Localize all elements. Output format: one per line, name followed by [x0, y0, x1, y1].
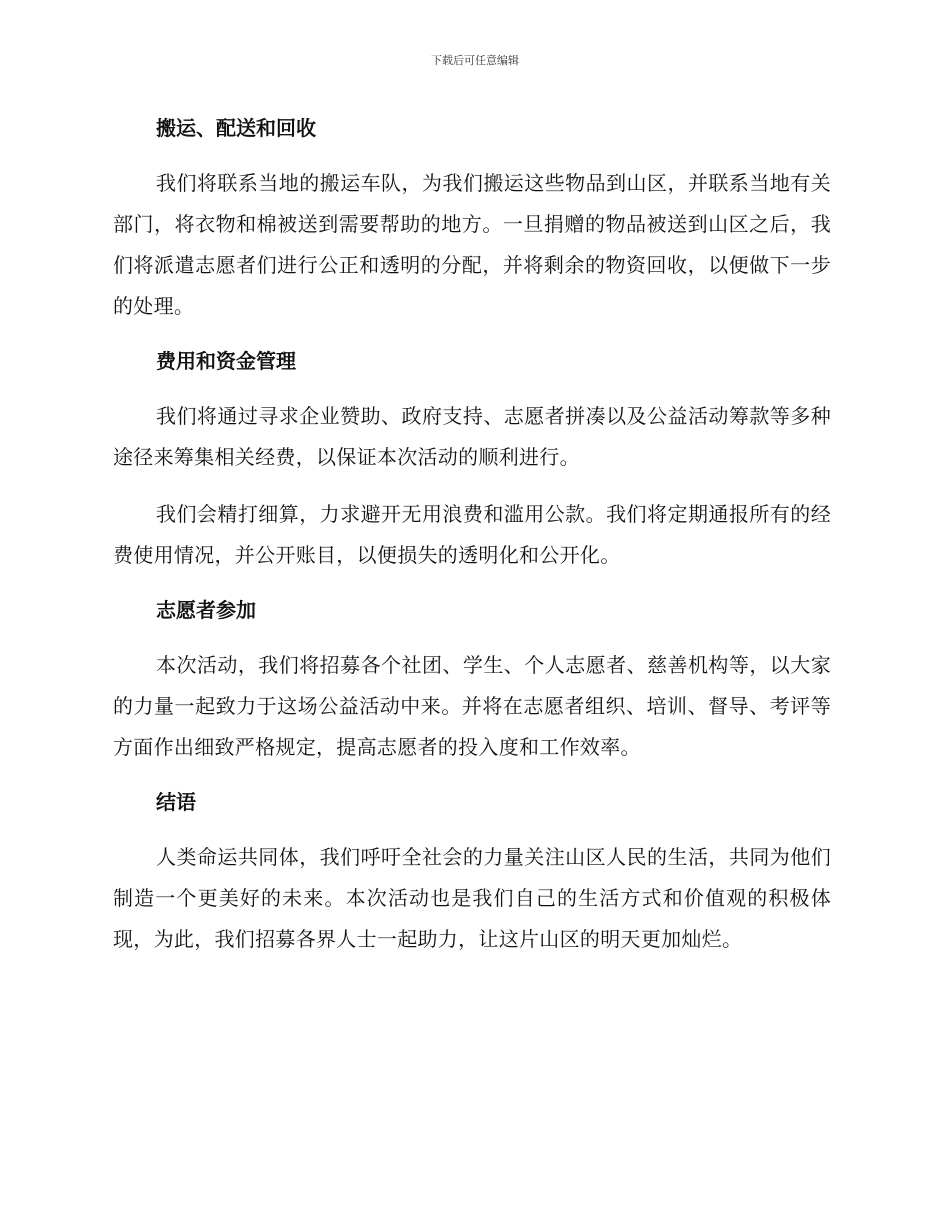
paragraph-funding-management: 我们会精打细算，力求避开无用浪费和滥用公款。我们将定期通报所有的经费使用情况，并公开账目，以便损失的透明化和公开化。: [113, 502, 831, 567]
section-heading-funding: 费用和资金管理: [156, 349, 296, 373]
section-heading-transport: 搬运、配送和回收: [156, 116, 316, 140]
section-heading-conclusion: 结语: [156, 790, 196, 814]
section-heading-volunteers: 志愿者参加: [156, 598, 256, 622]
paragraph-funding-sources: 我们将通过寻求企业赞助、政府支持、志愿者拼凑以及公益活动筹款等多种途径来筹集相关经费，以保证本次活动的顺利进行。: [113, 404, 831, 469]
paragraph-conclusion: 人类命运共同体，我们呼吁全社会的力量关注山区人民的生活，共同为他们制造一个更美好的未来。本次活动也是我们自己的生活方式和价值观的积极体现，为此，我们招募各界人士一起助力，让这片山区的明天更加灿烂。: [113, 845, 831, 951]
paragraph-volunteers: 本次活动，我们将招募各个社团、学生、个人志愿者、慈善机构等，以大家的力量一起致力于这场公益活动中来。并将在志愿者组织、培训、督导、考评等方面作出细致严格规定，提高志愿者的投入度和工作效率。: [113, 653, 831, 759]
paragraph-transport: 我们将联系当地的搬运车队，为我们搬运这些物品到山区，并联系当地有关部门，将衣物和棉被送到需要帮助的地方。一旦捐赠的物品被送到山区之后，我们将派遣志愿者们进行公正和透明的分配，并将剩余的物资回收，以便做下一步的处理。: [113, 171, 831, 318]
document-body: [113, 108, 831, 960]
page-header: 下载后可任意编辑: [431, 54, 519, 67]
